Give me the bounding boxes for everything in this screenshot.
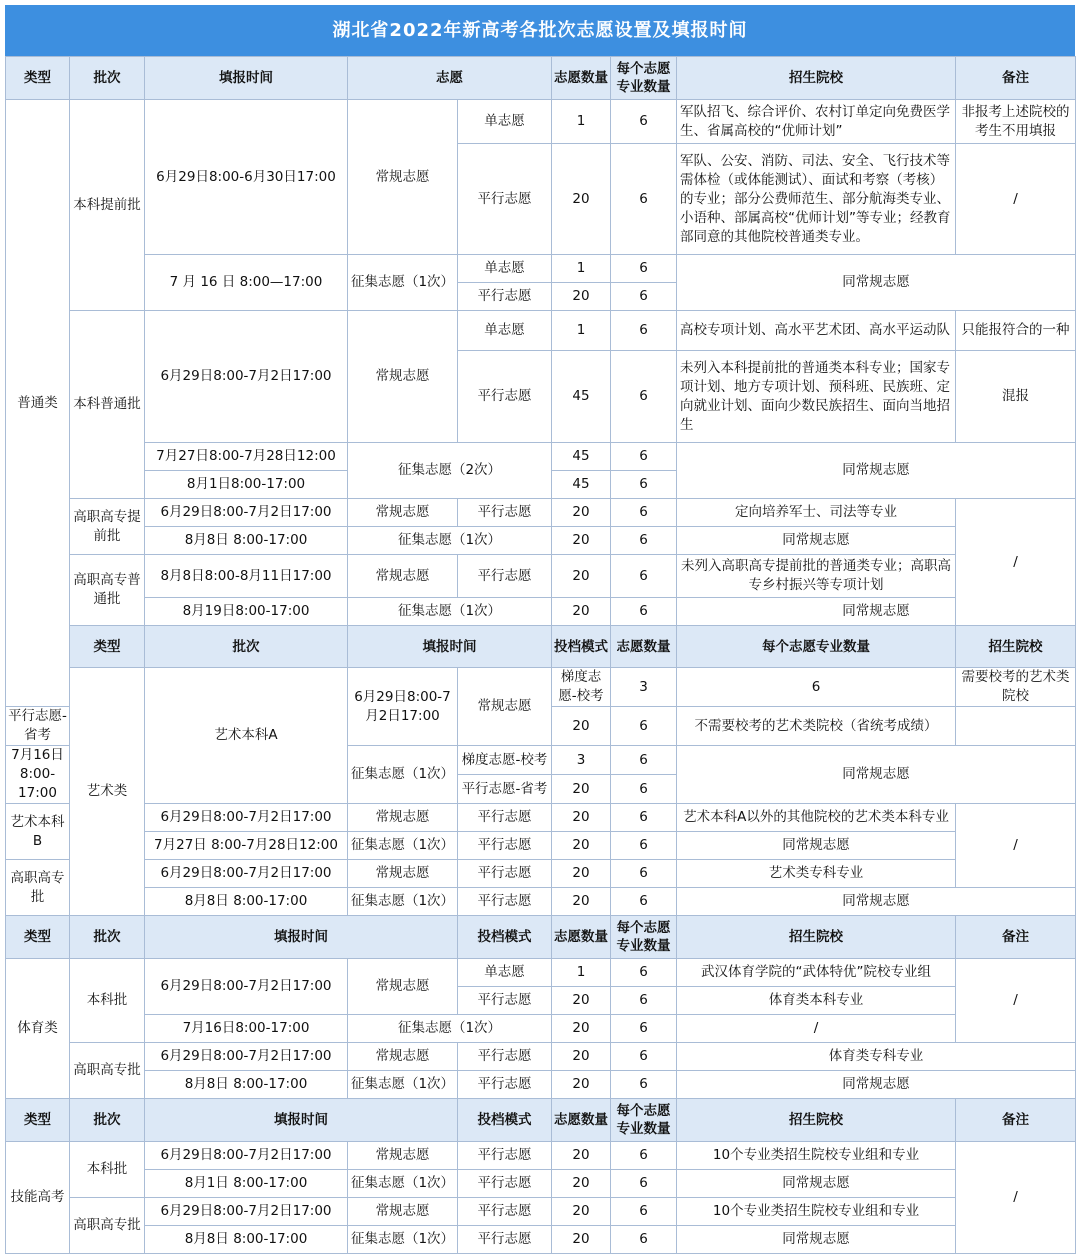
per-cell: 6 <box>611 707 677 746</box>
school-cell: 未列入本科提前批的普通类本科专业；国家专项计划、地方专项计划、预科班、民族班、定向就业计划、面向少数民族招生、面向当地招生 <box>677 351 956 443</box>
count-cell: 3 <box>552 746 611 775</box>
note-cell: / <box>956 804 1076 888</box>
wish-cell: 常规志愿 <box>458 668 552 746</box>
header-cell: 类型 <box>6 57 70 100</box>
header-cell: 每个志愿专业数量 <box>611 57 677 100</box>
count-cell: 20 <box>552 775 611 804</box>
count-cell: 20 <box>552 555 611 598</box>
time-cell: 8月8日 8:00-17:00 <box>145 1226 348 1254</box>
time-cell: 8月1日8:00-17:00 <box>145 471 348 499</box>
header-cell: 批次 <box>70 57 145 100</box>
header-cell: 投档模式 <box>458 916 552 959</box>
batch-cell: 高职高专普通批 <box>70 555 145 626</box>
school-cell: 同常规志愿 <box>677 746 1076 804</box>
header-row <box>6 626 1076 668</box>
table-row <box>6 255 1076 283</box>
count-cell: 20 <box>552 1043 611 1071</box>
time-cell: 6月29日8:00-7月2日17:00 <box>145 499 348 527</box>
school-cell: 10个专业类招生院校专业组和专业 <box>677 1198 956 1226</box>
header-cell: 备注 <box>956 57 1076 100</box>
header-cell: 志愿数量 <box>552 916 611 959</box>
wish-cell: 常规志愿 <box>348 555 458 598</box>
count-cell: 45 <box>552 351 611 443</box>
school-cell: 同常规志愿 <box>677 443 1076 499</box>
time-cell: 6月29日8:00-7月2日17:00 <box>145 804 348 832</box>
per-cell: 6 <box>611 1226 677 1254</box>
mode-cell: 单志愿 <box>458 311 552 351</box>
table-row <box>6 1015 1076 1043</box>
school-cell: 艺术本科A以外的其他院校的艺术类本科专业 <box>677 804 956 832</box>
school-cell: 武汉体育学院的“武体特优”院校专业组 <box>677 959 956 987</box>
school-cell: 同常规志愿 <box>677 255 1076 311</box>
time-cell: 7月16日8:00-17:00 <box>6 746 70 804</box>
per-cell: 6 <box>611 144 677 255</box>
header-cell: 填报时间 <box>348 626 552 668</box>
count-cell: 1 <box>552 959 611 987</box>
note-cell: 混报 <box>956 351 1076 443</box>
header-row <box>6 916 1076 959</box>
count-cell: 1 <box>552 255 611 283</box>
time-cell: 8月8日 8:00-17:00 <box>145 1071 348 1099</box>
school-cell: 定向培养军士、司法等专业 <box>677 499 956 527</box>
header-cell: 填报时间 <box>145 57 348 100</box>
mode-cell: 平行志愿 <box>458 1198 552 1226</box>
header-cell: 填报时间 <box>145 1099 458 1142</box>
count-cell: 20 <box>552 144 611 255</box>
per-cell: 6 <box>611 255 677 283</box>
header-cell: 每个志愿专业数量 <box>611 916 677 959</box>
note-cell: 非报考上述院校的考生不用填报 <box>956 100 1076 144</box>
header-cell: 每个志愿专业数量 <box>677 626 956 668</box>
wish-cell: 征集志愿（1次） <box>348 746 458 804</box>
mode-cell: 平行志愿 <box>458 987 552 1015</box>
per-cell: 6 <box>611 1142 677 1170</box>
schedule-table <box>5 56 1076 1254</box>
header-cell: 类型 <box>6 1099 70 1142</box>
count-cell: 20 <box>552 527 611 555</box>
header-cell: 投档模式 <box>552 626 611 668</box>
header-row <box>6 1099 1076 1142</box>
per-cell: 6 <box>611 351 677 443</box>
header-cell: 批次 <box>70 1099 145 1142</box>
wish-cell: 征集志愿（1次） <box>348 598 552 626</box>
count-cell: 20 <box>552 804 611 832</box>
count-cell: 20 <box>552 832 611 860</box>
table-row <box>6 1226 1076 1254</box>
category-cell: 体育类 <box>6 959 70 1099</box>
school-cell: 同常规志愿 <box>677 888 1076 916</box>
batch-cell: 本科提前批 <box>70 100 145 311</box>
per-cell: 6 <box>611 746 677 775</box>
mode-cell: 平行志愿-省考 <box>6 707 70 746</box>
per-cell: 6 <box>611 311 677 351</box>
table-row <box>6 1198 1076 1226</box>
table-row <box>6 860 1076 888</box>
batch-cell: 艺术本科A <box>145 668 348 804</box>
header-cell: 投档模式 <box>458 1099 552 1142</box>
per-cell: 6 <box>611 443 677 471</box>
header-cell: 批次 <box>70 916 145 959</box>
time-cell: 6月29日8:00-7月2日17:00 <box>145 959 348 1015</box>
mode-cell: 平行志愿 <box>458 144 552 255</box>
mode-cell: 平行志愿 <box>458 1043 552 1071</box>
per-cell: 6 <box>611 860 677 888</box>
mode-cell: 梯度志愿-校考 <box>458 746 552 775</box>
school-cell: 军队、公安、消防、司法、安全、飞行技术等需体检（或体能测试）、面试和考察（考核）的专业；部分公费师范生、部分航海类专业、小语种、部属高校“优师计划”等专业；经教育部同意的其他院校普通类专业。 <box>677 144 956 255</box>
table-row <box>6 598 1076 626</box>
time-cell: 7 月 16 日 8:00—17:00 <box>145 255 348 311</box>
time-cell: 6月29日8:00-7月2日17:00 <box>348 668 458 746</box>
per-cell: 6 <box>611 1198 677 1226</box>
per-cell: 6 <box>611 471 677 499</box>
count-cell: 1 <box>552 311 611 351</box>
wish-cell: 征集志愿（1次） <box>348 255 458 311</box>
school-cell: 高校专项计划、高水平艺术团、高水平运动队 <box>677 311 956 351</box>
category-cell: 技能高考 <box>6 1142 70 1254</box>
per-cell: 6 <box>611 598 677 626</box>
header-cell: 志愿数量 <box>552 1099 611 1142</box>
time-cell: 7月16日8:00-17:00 <box>145 1015 348 1043</box>
table-row <box>6 888 1076 916</box>
wish-cell: 征集志愿（2次） <box>348 443 552 499</box>
wish-cell: 征集志愿（1次） <box>348 1226 458 1254</box>
header-cell: 批次 <box>145 626 348 668</box>
batch-cell: 本科批 <box>70 1142 145 1198</box>
per-cell: 6 <box>611 888 677 916</box>
school-cell: 体育类专科专业 <box>677 1043 1076 1071</box>
school-cell: 同常规志愿 <box>677 598 1076 626</box>
count-cell: 20 <box>552 987 611 1015</box>
batch-cell: 高职高专批 <box>70 1043 145 1099</box>
per-cell: 6 <box>611 283 677 311</box>
count-cell: 20 <box>552 1226 611 1254</box>
wish-cell: 征集志愿（1次） <box>348 527 552 555</box>
table-row <box>6 311 1076 351</box>
table-row <box>6 100 1076 144</box>
count-cell: 20 <box>552 1015 611 1043</box>
count-cell: 45 <box>552 443 611 471</box>
page-title: 湖北省2022年新高考各批次志愿设置及填报时间 <box>5 5 1075 56</box>
school-cell: 同常规志愿 <box>677 832 956 860</box>
time-cell: 6月29日8:00-7月2日17:00 <box>145 1198 348 1226</box>
school-cell: 未列入高职高专提前批的普通类专业；高职高专乡村振兴等专项计划 <box>677 555 956 598</box>
per-cell: 6 <box>611 832 677 860</box>
mode-cell: 单志愿 <box>458 959 552 987</box>
school-cell: 需要校考的艺术类院校 <box>956 668 1076 707</box>
table-row <box>6 959 1076 987</box>
wish-cell: 常规志愿 <box>348 499 458 527</box>
mode-cell: 平行志愿 <box>458 804 552 832</box>
school-cell: 体育类本科专业 <box>677 987 956 1015</box>
mode-cell: 平行志愿 <box>458 499 552 527</box>
per-cell: 6 <box>611 100 677 144</box>
count-cell: 20 <box>552 283 611 311</box>
table-row <box>6 499 1076 527</box>
table-row <box>6 668 1076 707</box>
mode-cell: 平行志愿 <box>458 1071 552 1099</box>
school-cell: 艺术类专科专业 <box>677 860 956 888</box>
school-cell: 同常规志愿 <box>677 1071 1076 1099</box>
time-cell: 8月8日 8:00-17:00 <box>145 527 348 555</box>
time-cell: 7月27日 8:00-7月28日12:00 <box>145 832 348 860</box>
header-cell: 类型 <box>6 916 70 959</box>
mode-cell: 平行志愿 <box>458 888 552 916</box>
table-row <box>6 1142 1076 1170</box>
mode-cell: 平行志愿 <box>458 1226 552 1254</box>
per-cell: 6 <box>611 987 677 1015</box>
mode-cell: 单志愿 <box>458 100 552 144</box>
mode-cell: 平行志愿 <box>458 351 552 443</box>
mode-cell: 平行志愿 <box>458 832 552 860</box>
wish-cell: 常规志愿 <box>348 804 458 832</box>
per-cell: 6 <box>611 499 677 527</box>
batch-cell: 高职高专批 <box>70 1198 145 1254</box>
per-cell: 6 <box>611 775 677 804</box>
time-cell: 6月29日8:00-7月2日17:00 <box>145 1043 348 1071</box>
per-cell: 6 <box>611 527 677 555</box>
school-cell: 同常规志愿 <box>677 1170 956 1198</box>
mode-cell: 平行志愿 <box>458 555 552 598</box>
header-cell: 招生院校 <box>677 57 956 100</box>
school-cell: 军队招飞、综合评价、农村订单定向免费医学生、省属高校的“优师计划” <box>677 100 956 144</box>
per-cell: 6 <box>611 555 677 598</box>
table-row <box>6 1043 1076 1071</box>
header-cell: 招生院校 <box>956 626 1076 668</box>
school-cell: 同常规志愿 <box>677 527 956 555</box>
note-cell: 只能报符合的一种 <box>956 311 1076 351</box>
mode-cell: 平行志愿-省考 <box>458 775 552 804</box>
per-cell: 6 <box>611 1015 677 1043</box>
header-cell: 志愿数量 <box>611 626 677 668</box>
batch-cell: 高职高专提前批 <box>70 499 145 555</box>
time-cell: 8月1日 8:00-17:00 <box>145 1170 348 1198</box>
per-cell: 6 <box>677 668 956 707</box>
wish-cell: 常规志愿 <box>348 860 458 888</box>
header-row <box>6 57 1076 100</box>
mode-cell: 单志愿 <box>458 255 552 283</box>
table-row <box>6 443 1076 471</box>
header-cell: 备注 <box>956 916 1076 959</box>
school-cell: 不需要校考的艺术类院校（省统考成绩） <box>677 707 956 746</box>
note-cell: / <box>956 1142 1076 1254</box>
count-cell: 3 <box>611 668 677 707</box>
per-cell: 6 <box>611 1170 677 1198</box>
batch-cell: 本科普通批 <box>70 311 145 499</box>
batch-cell: 高职高专批 <box>6 860 70 916</box>
wish-cell: 征集志愿（1次） <box>348 1015 552 1043</box>
per-cell: 6 <box>611 959 677 987</box>
count-cell: 20 <box>552 888 611 916</box>
header-cell: 志愿 <box>348 57 552 100</box>
category-cell: 艺术类 <box>70 668 145 916</box>
school-cell: 同常规志愿 <box>677 1226 956 1254</box>
header-cell: 招生院校 <box>677 916 956 959</box>
count-cell: 20 <box>552 1170 611 1198</box>
count-cell: 20 <box>552 1071 611 1099</box>
wish-cell: 征集志愿（1次） <box>348 1071 458 1099</box>
count-cell: 20 <box>552 1198 611 1226</box>
time-cell: 6月29日8:00-6月30日17:00 <box>145 100 348 255</box>
count-cell: 45 <box>552 471 611 499</box>
wish-cell: 常规志愿 <box>348 100 458 255</box>
per-cell: 6 <box>611 804 677 832</box>
time-cell: 6月29日8:00-7月2日17:00 <box>145 311 348 443</box>
table-row <box>6 832 1076 860</box>
header-cell: 志愿数量 <box>552 57 611 100</box>
note-cell: / <box>956 144 1076 255</box>
time-cell: 6月29日8:00-7月2日17:00 <box>145 860 348 888</box>
count-cell: 20 <box>552 598 611 626</box>
note-cell: / <box>956 959 1076 1043</box>
time-cell: 8月8日 8:00-17:00 <box>145 888 348 916</box>
header-cell: 类型 <box>70 626 145 668</box>
count-cell: 20 <box>552 707 611 746</box>
mode-cell: 平行志愿 <box>458 1170 552 1198</box>
table-row <box>6 555 1076 598</box>
time-cell: 6月29日8:00-7月2日17:00 <box>145 1142 348 1170</box>
header-cell: 招生院校 <box>677 1099 956 1142</box>
count-cell: 20 <box>552 499 611 527</box>
header-cell: 备注 <box>956 1099 1076 1142</box>
time-cell: 8月8日8:00-8月11日17:00 <box>145 555 348 598</box>
per-cell: 6 <box>611 1071 677 1099</box>
mode-cell: 平行志愿 <box>458 1142 552 1170</box>
wish-cell: 征集志愿（1次） <box>348 832 458 860</box>
count-cell: 20 <box>552 860 611 888</box>
table-row <box>6 1071 1076 1099</box>
header-cell: 每个志愿专业数量 <box>611 1099 677 1142</box>
wish-cell: 征集志愿（1次） <box>348 888 458 916</box>
time-cell: 7月27日8:00-7月28日12:00 <box>145 443 348 471</box>
document <box>5 5 1075 1254</box>
table-row <box>6 1170 1076 1198</box>
table-row <box>6 804 1076 832</box>
mode-cell: 梯度志愿-校考 <box>552 668 611 707</box>
wish-cell: 常规志愿 <box>348 959 458 1015</box>
time-cell: 8月19日8:00-17:00 <box>145 598 348 626</box>
wish-cell: 常规志愿 <box>348 1142 458 1170</box>
count-cell: 20 <box>552 1142 611 1170</box>
header-cell: 填报时间 <box>145 916 458 959</box>
batch-cell: 艺术本科B <box>6 804 70 860</box>
wish-cell: 常规志愿 <box>348 1043 458 1071</box>
per-cell: 6 <box>611 1043 677 1071</box>
note-cell: / <box>956 499 1076 626</box>
mode-cell: 平行志愿 <box>458 283 552 311</box>
mode-cell: 平行志愿 <box>458 860 552 888</box>
wish-cell: 征集志愿（1次） <box>348 1170 458 1198</box>
count-cell: 1 <box>552 100 611 144</box>
wish-cell: 常规志愿 <box>348 1198 458 1226</box>
school-cell: / <box>677 1015 956 1043</box>
table-row <box>6 527 1076 555</box>
school-cell: 10个专业类招生院校专业组和专业 <box>677 1142 956 1170</box>
batch-cell: 本科批 <box>70 959 145 1043</box>
wish-cell: 常规志愿 <box>348 311 458 443</box>
category-cell: 普通类 <box>6 100 70 707</box>
